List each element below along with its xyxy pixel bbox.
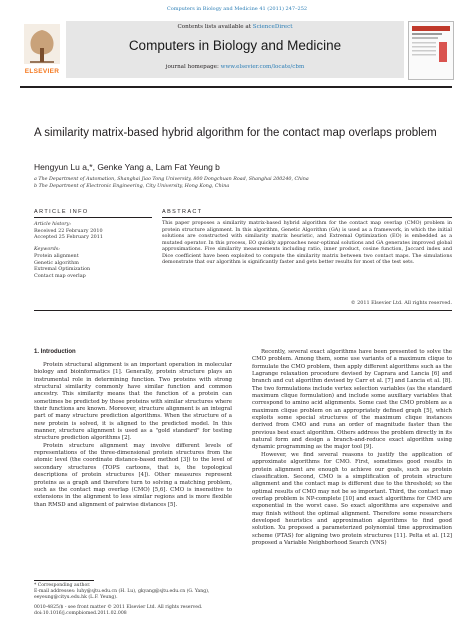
issn-line: 0010-4825/$ - see front matter © 2011 Elsevier Ltd. All rights reserved. xyxy=(34,605,203,611)
intro-left-column xyxy=(34,362,232,509)
footnote-rule xyxy=(34,580,94,581)
keyword-item: Contact map overlap xyxy=(34,272,86,279)
doi-link[interactable]: doi:10.1016/j.compbiomed.2011.02.008 xyxy=(34,611,127,617)
accepted-date: Accepted 25 February 2011 xyxy=(34,234,104,241)
abstract-copyright: © 2011 Elsevier Ltd. All rights reserved. xyxy=(350,300,452,306)
footnotes xyxy=(34,583,232,617)
corresponding-author-note: * Corresponding author. xyxy=(34,583,91,588)
intro-paragraph-2: Protein structure alignment may involve different levels of representations of the three-dimensional protein structures from the atomic level (the coordinate distance-based method [3]) to the level of secondary structures (TOPS cartoons, that is, the topological descriptions of protein structures [4]). Other measures represent proteins as a graph and therefore turn to solving a matching problem, such as the contact map overlap (CMO) [5,6]. CMO is insensitive to extensions in the alignment to less similar regions and is more flexible than RMSD and alignment of pairwise distances [5]. xyxy=(34,442,232,508)
section-heading-introduction: 1. Introduction xyxy=(34,349,76,355)
journal-cover-thumbnail xyxy=(408,21,454,80)
keyword-item: Protein alignment xyxy=(34,252,79,259)
intro-right-column xyxy=(252,349,452,547)
received-date: Received 22 February 2010 xyxy=(34,227,103,234)
masthead-rule xyxy=(20,86,452,88)
abstract-end-rule xyxy=(34,310,452,311)
publisher-name: ELSEVIER xyxy=(24,68,60,75)
article-info-rule xyxy=(34,217,152,218)
affiliation-b: b The Department of Electronic Engineering, City University, Hong Kong, China xyxy=(34,184,230,189)
abstract-rule xyxy=(162,217,452,218)
homepage-link[interactable]: www.elsevier.com/locate/cbm xyxy=(220,64,305,70)
abstract-heading: ABSTRACT xyxy=(162,209,203,215)
article-info-heading: ARTICLE INFO xyxy=(34,209,89,215)
homepage-prefix: journal homepage: xyxy=(165,64,221,70)
intro-paragraph-1: Protein structural alignment is an important operation in molecular biology and bioinformatics [1]. Generally, protein structure plays an instrumental role in determining function. Two proteins with strong structural similarity commonly have similar function and common ancestry. This similarity means that the function of a protein can sometimes be predicted by those proteins with similar structures where their functions are known. Moreover, structure alignment is an integral part of many structure prediction algorithms. When the structure of a new protein is solved, it is aligned to the predicted model. In this manner, structure alignment is used as a "gold standard" for testing structure prediction algorithms [2]. xyxy=(34,362,232,442)
paper-title: A similarity matrix-based hybrid algorithm for the contact map overlaps problem xyxy=(34,127,437,139)
contents-line xyxy=(66,24,404,30)
email-addresses[interactable]: E-mail addresses: luhy@sjtu.edu.cn (H. Lu), gkyang@sjtu.edu.cn (G. Yang), eeyeung@cityu.edu.hk (L.F. Yeung). xyxy=(34,589,210,601)
keywords-label: Keywords: xyxy=(34,246,60,253)
affiliation-a: a The Department of Automation, Shanghai Jiao Tong University, 800 Dongchuan Road, Shanghai 200240, China xyxy=(34,177,309,182)
article-info-block xyxy=(34,221,154,280)
journal-title: Computers in Biology and Medicine xyxy=(128,38,342,53)
intro-paragraph-3: Recently, several exact algorithms have been presented to solve the CMO problem. Among them, some use variants of a maximum clique to formulate the CMO problem, then apply different algorithms such as the Lagrange relaxation procedure devised by Caprara and Lancia [6] and branch and cut algorithm devised by Carr et al. [7] and Lancia et al. [8]. The two formulations include vertex selection variables (as the standard maximum clique formulation) and include some auxiliary variables that correspond to amino acid alignments. Some cast the CMO problem as a maximum clique problem on an appropriately defined graph [5], which exploits some special structures of the maximum clique instances derived from CMO and runs an order of magnitude faster than the previous best exact algorithm. Others address the problem directly in its natural form and design a branch-and-reduce exact algorithm using dynamic programming as the major tool [9]. xyxy=(252,349,452,451)
contents-prefix: Contents lists available at xyxy=(177,24,253,30)
history-label: Article history: xyxy=(34,221,72,227)
author-list: Hengyun Lu a,*, Genke Yang a, Lam Fat Yeung b xyxy=(34,162,220,172)
running-header[interactable]: Computers in Biology and Medicine 41 (2011) 247–252 xyxy=(166,6,308,12)
intro-paragraph-4: However, we find several reasons to justify the application of approximate algorithms for CMO. First, sometimes good results in protein alignment are enough to achieve our goals, such as protein classification. Second, CMO is a simplification of protein structure alignment and the contact map is different due to the threshold; so the optimal results of CMO may not be so important. Third, the contact map overlap problem is NP-complete [10] and exact algorithms for CMO are exponential in the worst case. So exact algorithms are expensive and may finish without the optimal alignment. Therefore some researchers developed heuristics and approximation algorithms to find good solution. Xu proposed a parameterized polynomial time approximation scheme (PTAS) for aligning two protein structures [11]. Pelta et al. [12] proposed a Variable Neighborhood Search (VNS) xyxy=(252,451,452,546)
cover-icon xyxy=(409,22,453,79)
sciencedirect-link[interactable]: ScienceDirect xyxy=(252,24,293,30)
keyword-item: Genetic algorithm xyxy=(34,259,79,266)
keyword-item: Extremal Optimization xyxy=(34,266,91,273)
abstract-text: This paper proposes a similarity matrix-based hybrid algorithm for the contact map overlap (CMO) problem in protein structure alignment. In this algorithm, Genetic Algorithm (GA) is used as a framework, in which the initial solutions are constructed with similarity matrix heuristic, and Extremal Optimization (EO) is embedded as a mutated operator. In this process, EO quickly approaches near-optimal solutions and GA generates improved global approximations. Five similarity measurements including ratio, inner product, cosine function, Jaccard index and Dice coefficient have been exploited to compute the similarity matrix between two contact maps. The simulations demonstrate that our algorithm is significantly faster and gets better results for most of the test sets. xyxy=(162,220,452,265)
journal-homepage xyxy=(66,64,404,70)
